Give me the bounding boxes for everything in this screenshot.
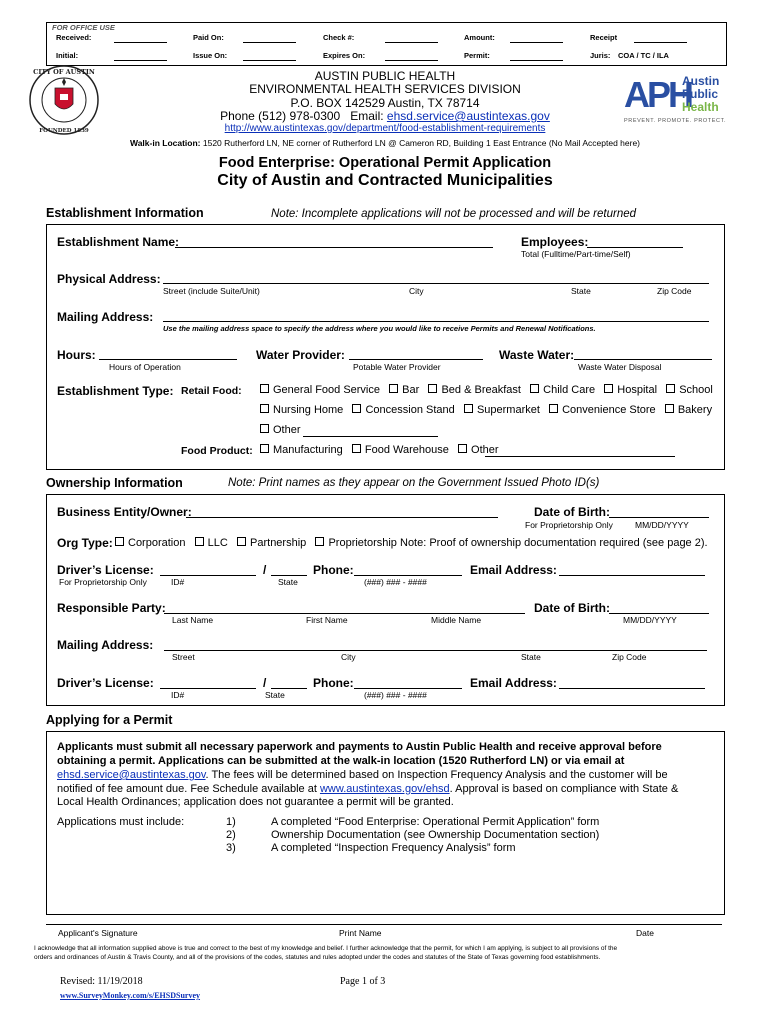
- owner-email-label: Email Address:: [470, 563, 557, 577]
- org-corporation[interactable]: [115, 537, 185, 549]
- physical-state-caption: State: [571, 286, 591, 296]
- office-use-title: FOR OFFICE USE: [52, 23, 115, 32]
- owner-mailing-street-caption: Street: [172, 652, 195, 662]
- seal-bottom-text: FOUNDED 1839: [39, 128, 89, 134]
- apply-line-5: Local Health Ordinances; application does not guarantee a permit will be granted.: [57, 796, 454, 808]
- org-partnership[interactable]: [237, 537, 306, 549]
- resp-dl-state-field[interactable]: [271, 688, 307, 689]
- walkin-text: 1520 Rutherford LN, NE corner of Rutherford LN @ Cameron RD, Building 1 East Entrance (No Mail Accepted here): [202, 138, 641, 148]
- retail-school[interactable]: [666, 384, 713, 396]
- retail-hospital[interactable]: [604, 384, 657, 396]
- apply-fee-link[interactable]: www.austintexas.gov/ehsd: [319, 783, 450, 795]
- retail-general-food-service[interactable]: [260, 384, 380, 396]
- option-label: Partnership: [250, 537, 307, 549]
- apply-item-1-text: A completed “Food Enterprise: Operational Permit Application” form: [271, 816, 600, 828]
- retail-nursing-home[interactable]: [260, 404, 343, 416]
- office-receipt-field[interactable]: [634, 42, 687, 43]
- option-label: Supermarket: [476, 404, 540, 416]
- checkbox-icon[interactable]: [352, 444, 361, 453]
- resp-phone-caption: (###) ### - ####: [364, 690, 427, 700]
- resp-first-name-caption: First Name: [306, 615, 348, 625]
- establishment-note: Note: Incomplete applications will not be processed and will be returned: [271, 208, 637, 220]
- checkbox-icon[interactable]: [260, 444, 269, 453]
- footer-survey-link[interactable]: www.SurveyMonkey.com/s/EHSDSurvey: [60, 991, 201, 1000]
- office-issue-field[interactable]: [243, 60, 296, 61]
- owner-email-field[interactable]: [559, 575, 705, 576]
- checkbox-icon[interactable]: [389, 384, 398, 393]
- signature-line[interactable]: [46, 924, 722, 925]
- office-paid-field[interactable]: [243, 42, 296, 43]
- header-url-link[interactable]: http://www.austintexas.gov/department/food-establishment-requirements: [224, 123, 546, 134]
- option-label: Manufacturing: [273, 444, 343, 456]
- org-proprietorship[interactable]: [315, 537, 396, 549]
- product-manufacturing[interactable]: [260, 444, 343, 456]
- retail-row-1: [260, 384, 713, 396]
- owner-dob-caption-1: For Proprietorship Only: [525, 520, 613, 530]
- retail-concession-stand[interactable]: [352, 404, 454, 416]
- product-food-warehouse[interactable]: [352, 444, 449, 456]
- resp-dl-state-caption: State: [265, 690, 285, 700]
- header-org: AUSTIN PUBLIC HEALTH: [314, 69, 456, 83]
- checkbox-icon[interactable]: [666, 384, 675, 393]
- checkbox-icon[interactable]: [665, 404, 674, 413]
- office-amount-label: Amount:: [464, 33, 495, 42]
- resp-dob-field[interactable]: [609, 613, 709, 614]
- apply-text-1: . The fees will be determined based on Inspection Frequency Analysis and the customer will be: [205, 769, 668, 781]
- checkbox-icon[interactable]: [549, 404, 558, 413]
- establishment-name-label: Establishment Name:: [57, 235, 180, 249]
- resp-email-field[interactable]: [559, 688, 705, 689]
- establishment-heading: Establishment Information: [46, 206, 204, 220]
- checkbox-icon[interactable]: [352, 404, 361, 413]
- footer-page: Page 1 of 3: [340, 976, 386, 987]
- apply-item-3-number: 3): [226, 842, 236, 854]
- apply-text-2b: . Approval is based on compliance with State &: [449, 783, 679, 795]
- office-juris-label: Juris:: [590, 51, 611, 60]
- office-received-field[interactable]: [114, 42, 167, 43]
- owner-dob-caption-2: MM/DD/YYYY: [635, 520, 689, 530]
- office-use-box: [46, 22, 727, 66]
- footer-revised: Revised: 11/19/2018: [60, 976, 143, 987]
- establishment-box: [46, 224, 725, 470]
- food-product-row: [260, 444, 499, 456]
- retail-supermarket[interactable]: [464, 404, 540, 416]
- apply-item-2-text: Ownership Documentation (see Ownership Documentation section): [271, 829, 600, 841]
- physical-zip-caption: Zip Code: [657, 286, 692, 296]
- owner-dl-id-field[interactable]: [160, 575, 256, 576]
- product-other[interactable]: [458, 444, 499, 456]
- responsible-party-field[interactable]: [164, 613, 525, 614]
- signature-caption: Applicant's Signature: [58, 928, 138, 938]
- checkbox-icon[interactable]: [428, 384, 437, 393]
- mailing-address-field[interactable]: [163, 321, 709, 322]
- checkbox-icon[interactable]: [464, 404, 473, 413]
- mailing-address-label: Mailing Address:: [57, 310, 154, 324]
- acknowledgement-line-2: orders and ordinances of Austin & Travis County, and all of the provisions of the codes, statutes and rules adopted under the codes and statutes of the State of Texas governing food establishments.: [34, 954, 601, 961]
- aph-logo-line2: Public: [682, 87, 719, 101]
- apply-item-2-number: 2): [226, 829, 236, 841]
- checkbox-icon[interactable]: [260, 404, 269, 413]
- retail-other[interactable]: [260, 424, 301, 436]
- owner-dl-state-field[interactable]: [271, 575, 307, 576]
- physical-address-field[interactable]: [163, 283, 709, 284]
- aph-logo-letters: APH: [624, 74, 692, 115]
- option-label: Bed & Breakfast: [441, 384, 521, 396]
- option-label: Nursing Home: [273, 404, 344, 416]
- ownership-note: Note: Print names as they appear on the Government Issued Photo ID(s): [228, 477, 600, 489]
- office-amount-field[interactable]: [510, 42, 563, 43]
- hours-field[interactable]: [99, 359, 237, 360]
- resp-phone-label: Phone:: [313, 676, 354, 690]
- owner-phone-field[interactable]: [354, 575, 462, 576]
- establishment-name-field[interactable]: [175, 247, 493, 248]
- aph-logo: [624, 72, 734, 130]
- retail-other-field[interactable]: [303, 436, 438, 437]
- office-initial-field[interactable]: [114, 60, 167, 61]
- checkbox-icon[interactable]: [315, 537, 324, 546]
- water-provider-field[interactable]: [349, 359, 483, 360]
- retail-row-2: [260, 404, 712, 416]
- owner-dl-label: Driver’s License:: [57, 563, 154, 577]
- owner-phone-caption: (###) ### - ####: [364, 577, 427, 587]
- owner-mailing-field[interactable]: [164, 650, 707, 651]
- owner-mailing-city-caption: City: [341, 652, 356, 662]
- food-product-label: Food Product:: [181, 445, 253, 457]
- water-provider-caption: Potable Water Provider: [353, 362, 441, 372]
- office-check-field[interactable]: [385, 42, 438, 43]
- owner-mailing-label: Mailing Address:: [57, 638, 154, 652]
- checkbox-icon[interactable]: [260, 384, 269, 393]
- apply-item-3-text: A completed “Inspection Frequency Analysis” form: [271, 842, 516, 854]
- physical-address-label: Physical Address:: [57, 272, 161, 286]
- owner-dob-label: Date of Birth:: [534, 505, 610, 519]
- header-email-label: Email:: [350, 109, 384, 123]
- option-label: Corporation: [128, 537, 186, 549]
- header-pobox: P.O. BOX 142529 Austin, TX 78714: [290, 96, 480, 110]
- option-label: General Food Service: [273, 384, 380, 396]
- apply-heading: Applying for a Permit: [46, 713, 173, 727]
- owner-dl-slash: /: [263, 563, 267, 577]
- owner-mailing-state-caption: State: [521, 652, 541, 662]
- owner-dob-field[interactable]: [609, 517, 709, 518]
- apply-bold-line-1: Applicants must submit all necessary paperwork and payments to Austin Public Health and receive approval before: [57, 741, 662, 753]
- checkbox-icon[interactable]: [115, 537, 124, 546]
- office-expires-field[interactable]: [385, 60, 438, 61]
- seal-top-text: CITY OF AUSTIN: [33, 68, 95, 76]
- option-label: School: [679, 384, 713, 396]
- employees-caption: Total (Fulltime/Part-time/Self): [521, 249, 631, 259]
- apply-bold-line-2: obtaining a permit. Applications can be submitted at the walk-in location (1520 Rutherford LN) or via email at: [57, 755, 625, 767]
- apply-email-link[interactable]: ehsd.service@austintexas.gov: [57, 769, 206, 781]
- apply-must-label: Applications must include:: [57, 816, 185, 828]
- office-permit-label: Permit:: [464, 51, 490, 60]
- office-issue-label: Issue On:: [193, 51, 228, 60]
- option-label: Bakery: [677, 404, 713, 416]
- date-caption: Date: [636, 928, 654, 938]
- apply-line-4: [57, 783, 678, 795]
- walkin-label: Walk-in Location:: [129, 138, 201, 148]
- retail-bakery[interactable]: [665, 404, 712, 416]
- option-label: Concession Stand: [365, 404, 455, 416]
- option-label: Bar: [402, 384, 420, 396]
- water-provider-label: Water Provider:: [256, 348, 345, 362]
- checkbox-icon[interactable]: [530, 384, 539, 393]
- business-entity-label: Business Entity/Owner:: [57, 505, 192, 519]
- form-title: Food Enterprise: Operational Permit Application: [218, 155, 552, 171]
- print-name-caption: Print Name: [339, 928, 382, 938]
- office-juris-value: COA / TC / ILA: [618, 51, 669, 60]
- retail-bed-breakfast[interactable]: [428, 384, 521, 396]
- hours-label: Hours:: [57, 348, 96, 362]
- office-received-label: Received:: [56, 33, 92, 42]
- owner-mailing-zip-caption: Zip Code: [612, 652, 647, 662]
- retail-bar[interactable]: [389, 384, 419, 396]
- employees-field[interactable]: [587, 247, 683, 248]
- checkbox-icon[interactable]: [260, 424, 269, 433]
- option-label: Child Care: [543, 384, 596, 396]
- option-label: Convenience Store: [562, 404, 656, 416]
- option-label: LLC: [207, 537, 228, 549]
- aph-logo-tagline: PREVENT. PROMOTE. PROTECT.: [624, 118, 727, 124]
- resp-last-name-caption: Last Name: [172, 615, 214, 625]
- checkbox-icon[interactable]: [195, 537, 204, 546]
- waste-water-label: Waste Water:: [499, 348, 575, 362]
- resp-email-label: Email Address:: [470, 676, 557, 690]
- physical-street-caption: Street (include Suite/Unit): [163, 286, 260, 296]
- resp-dob-caption: MM/DD/YYYY: [623, 615, 677, 625]
- resp-dob-label: Date of Birth:: [534, 601, 610, 615]
- checkbox-icon[interactable]: [237, 537, 246, 546]
- resp-middle-name-caption: Middle Name: [431, 615, 482, 625]
- acknowledgement-line-1: I acknowledge that all information supplied above is true and correct to the best of my knowledge and belief. I further acknowledge that the permit, for which I am applying, is subject to all provisions of the: [34, 945, 618, 952]
- resp-dl-id-caption: ID#: [171, 690, 185, 700]
- resp-phone-field[interactable]: [354, 688, 462, 689]
- mailing-address-note: Use the mailing address space to specify the address where you would like to receive Permits and Renewal Notifications.: [163, 324, 596, 333]
- office-receipt-label: Receipt: [590, 33, 618, 42]
- aph-logo-line1: Austin: [682, 74, 720, 88]
- option-label: Proprietorship: [328, 537, 397, 549]
- header-division: ENVIRONMENTAL HEALTH SERVICES DIVISION: [249, 82, 521, 96]
- ownership-heading: Ownership Information: [46, 476, 183, 490]
- option-label: Other: [273, 424, 301, 436]
- office-paid-label: Paid On:: [193, 33, 224, 42]
- product-other-field[interactable]: [485, 456, 675, 457]
- resp-dl-label: Driver’s License:: [57, 676, 154, 690]
- ownership-box: [46, 494, 725, 706]
- header-phone: Phone (512) 978-0300: [220, 109, 341, 123]
- org-type-label: Org Type:: [57, 536, 113, 550]
- office-permit-field[interactable]: [510, 60, 563, 61]
- header-email-link[interactable]: ehsd.service@austintexas.gov: [386, 109, 550, 123]
- org-type-options: [115, 537, 397, 549]
- aph-logo-line3: Health: [682, 100, 719, 114]
- responsible-party-label: Responsible Party:: [57, 601, 166, 615]
- checkbox-icon[interactable]: [604, 384, 613, 393]
- option-label: Hospital: [617, 384, 658, 396]
- owner-phone-label: Phone:: [313, 563, 354, 577]
- option-label: Other: [471, 444, 499, 456]
- resp-dl-slash: /: [263, 676, 267, 690]
- org-type-note: Note: Proof of ownership documentation required (see page 2).: [400, 537, 708, 549]
- form-subtitle: City of Austin and Contracted Municipalities: [217, 172, 553, 189]
- org-llc[interactable]: [195, 537, 228, 549]
- retail-food-label: Retail Food:: [181, 385, 242, 397]
- waste-water-caption: Waste Water Disposal: [578, 362, 662, 372]
- establishment-type-label: Establishment Type:: [57, 384, 174, 398]
- checkbox-icon[interactable]: [458, 444, 467, 453]
- office-expires-label: Expires On:: [323, 51, 366, 60]
- apply-text-2a: notified of fee amount due. Fee Schedule available at: [57, 783, 320, 795]
- physical-city-caption: City: [409, 286, 424, 296]
- owner-dl-caption: For Proprietorship Only: [59, 577, 147, 587]
- office-initial-label: Initial:: [56, 51, 79, 60]
- owner-dl-state-caption: State: [278, 577, 298, 587]
- business-entity-field[interactable]: [186, 517, 498, 518]
- waste-water-field[interactable]: [574, 359, 712, 360]
- retail-convenience-store[interactable]: [549, 404, 656, 416]
- employees-label: Employees:: [521, 235, 589, 249]
- apply-item-1-number: 1): [226, 816, 236, 828]
- walkin-line: [0, 138, 770, 148]
- retail-child-care[interactable]: [530, 384, 595, 396]
- resp-dl-id-field[interactable]: [160, 688, 256, 689]
- apply-box: [46, 731, 725, 915]
- hours-caption: Hours of Operation: [109, 362, 181, 372]
- owner-dl-id-caption: ID#: [171, 577, 185, 587]
- office-check-label: Check #:: [323, 33, 355, 42]
- apply-line-3: [57, 769, 668, 781]
- option-label: Food Warehouse: [364, 444, 449, 456]
